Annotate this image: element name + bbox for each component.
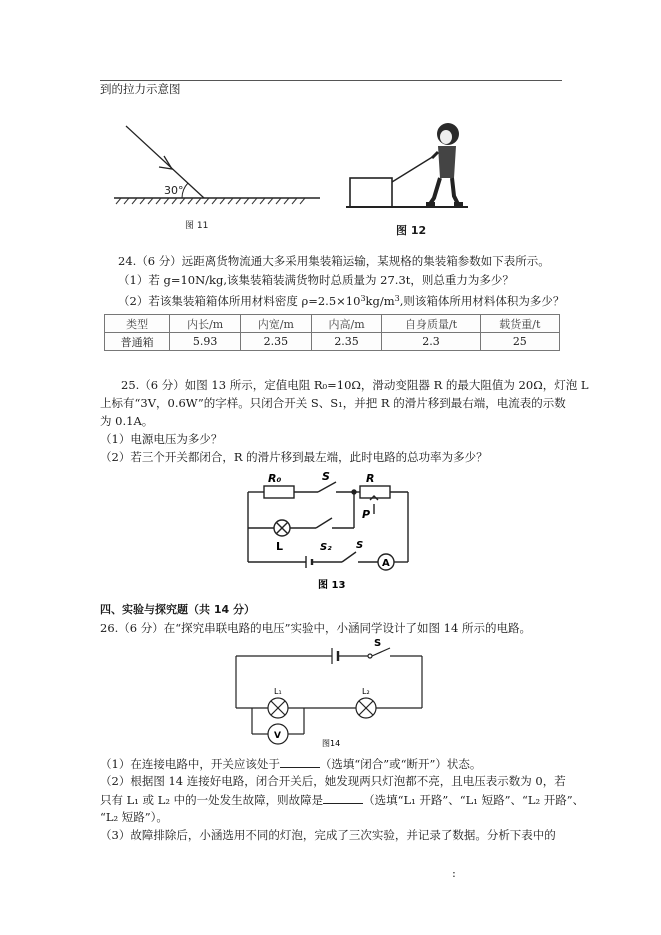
figure-13-caption: 图 13 — [318, 580, 346, 591]
table-header-row — [105, 315, 560, 333]
label-s: S — [374, 638, 382, 649]
ground-hatching — [116, 198, 305, 204]
section4-title: 四、实验与探究题（共 14 分） — [100, 603, 255, 616]
q25-line2: 上标有“3V，0.6W”的字样。只闭合开关 S、S₁，并把 R 的滑片移到最右端，电流表的示数 — [100, 396, 566, 410]
q26-part3: （3）故障排除后，小涵选用不同的灯泡，完成了三次实验，并记录了数据。分析下表中的 — [100, 828, 556, 842]
rope-line — [392, 156, 434, 182]
table-header-cell: 内长/m — [170, 315, 241, 333]
table-row — [105, 333, 560, 351]
q25-part1: （1）电源电压为多少？ — [100, 432, 223, 446]
footer-mark: : — [452, 866, 456, 880]
q24-part2: （2）若该集装箱箱体所用材料密度 $\rho=2.5\times 10^3kg/m^3$,则该箱体所用材料体积为多少？ — [118, 294, 565, 308]
label-l: L — [276, 540, 284, 553]
switch-s — [318, 482, 336, 492]
label-p: P — [362, 508, 371, 521]
label-s: S — [322, 470, 330, 483]
figure-12 — [338, 112, 478, 232]
table-cell: 普通箱 — [105, 333, 170, 351]
box-shape — [350, 178, 392, 207]
switch-s1 — [316, 518, 332, 528]
label-l2: L₂ — [362, 687, 370, 696]
label-r: R — [366, 472, 375, 485]
figure-11-caption: 图 11 — [185, 221, 209, 231]
figure-11 — [112, 118, 322, 238]
figure-13 — [236, 470, 426, 595]
intro-line: 到的拉力示意图 — [100, 82, 181, 96]
label-ammeter: A — [382, 558, 390, 569]
table-header-cell: 自身质量/t — [382, 315, 480, 333]
table-header-cell: 内宽/m — [241, 315, 312, 333]
boy-figure — [426, 123, 463, 207]
q26-part2-line3: “L₂ 短路”）。 — [100, 810, 168, 824]
table-cell: 5.93 — [170, 333, 241, 351]
label-r0: R₀ — [268, 472, 282, 485]
table-cell: 25 — [480, 333, 559, 351]
figure-14-caption: 图14 — [322, 739, 341, 748]
table-cell: 2.35 — [311, 333, 382, 351]
switch-s — [372, 648, 390, 656]
table-header-cell: 内高/m — [311, 315, 382, 333]
switch-s-bottom — [342, 552, 356, 562]
q25-line3: 为 0.1A。 — [100, 414, 154, 428]
label-l1: L₁ — [274, 687, 282, 696]
label-s3: S — [356, 540, 364, 551]
table-cell: 2.3 — [382, 333, 480, 351]
table-header-cell: 载货重/t — [480, 315, 559, 333]
label-s2: S₂ — [320, 542, 332, 553]
container-spec-table — [104, 314, 560, 351]
q24-stem: 24.（6 分）远距离货物流通大多采用集装箱运输，某规格的集装箱参数如下表所示。 — [118, 254, 550, 268]
figure-14 — [228, 636, 428, 752]
table-header-cell: 类型 — [105, 315, 170, 333]
angle-label: 30° — [164, 184, 184, 197]
label-v: V — [274, 731, 281, 741]
figure-12-caption: 图 12 — [396, 224, 427, 237]
q26-part2-line1: （2）根据图 14 连接好电路，闭合开关后，她发现两只灯泡都不亮，且电压表示数为 0，若 — [100, 774, 566, 788]
q25-part2: （2）若三个开关都闭合，R 的滑片移到最左端，此时电路的总功率为多少？ — [100, 450, 488, 464]
q26-part2-line2: 只有 L₁ 或 L₂ 中的一处发生故障，则故障是 （选填“L₁ 开路”、“L₁ 短路”、“L₂ 开路”、 — [100, 793, 585, 807]
answer-blank-2[interactable] — [323, 792, 363, 804]
q25-line1: 25.（6 分）如图 13 所示，定值电阻 R₀=10Ω，滑动变阻器 R 的最大阻值为 20Ω，灯泡 L — [121, 378, 589, 392]
table-cell: 2.35 — [241, 333, 312, 351]
q26-part1: （1）在连接电路中，开关应该处于 （选填“闭合”或“断开”）状态。 — [100, 757, 482, 771]
q26-stem: 26.（6 分）在“探究串联电路的电压”实验中，小涵同学设计了如图 14 所示的电路。 — [100, 621, 531, 635]
top-rule — [100, 80, 562, 81]
resistor-r0 — [264, 486, 294, 498]
answer-blank-1[interactable] — [280, 756, 320, 768]
q24-part1: （1）若 g=10N/kg,该集装箱装满货物时总质量为 27.3t，则总重力为多少？ — [118, 273, 514, 287]
